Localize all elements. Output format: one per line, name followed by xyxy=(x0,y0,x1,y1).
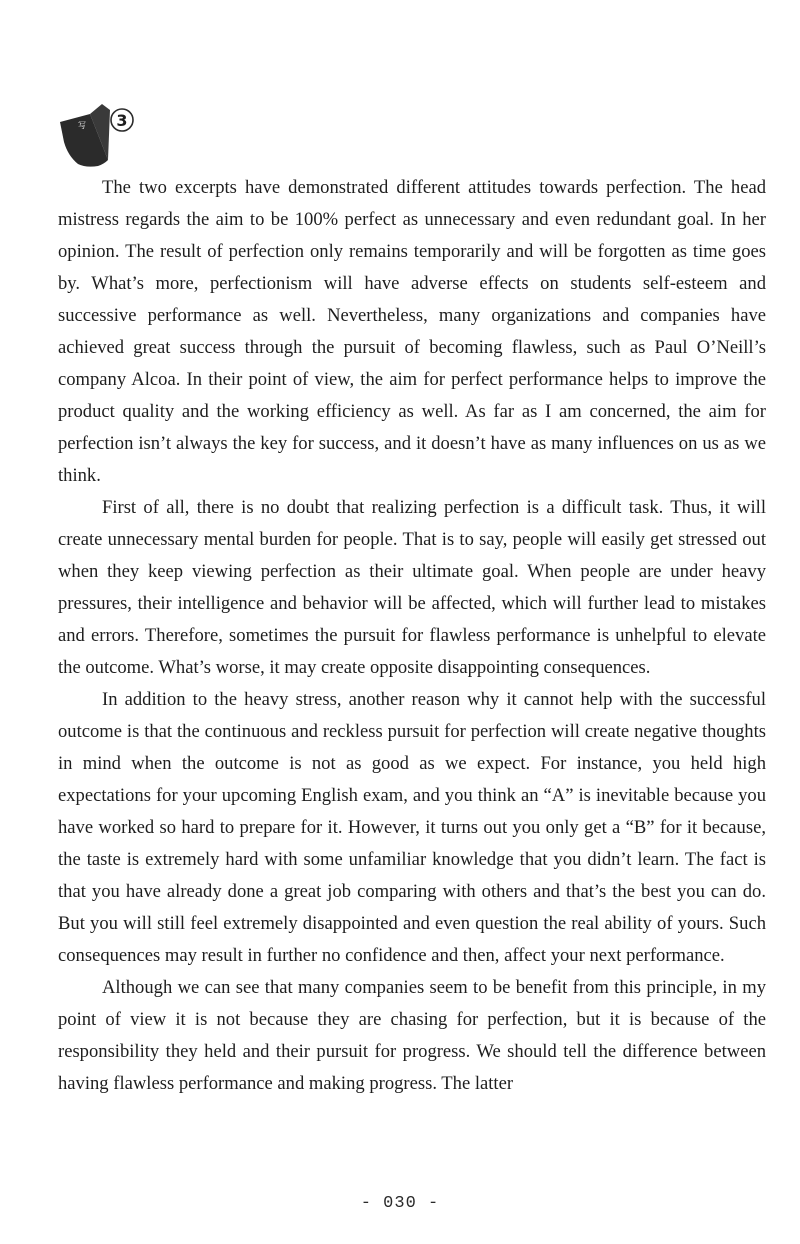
paragraph-2: First of all, there is no doubt that realizing perfection is a difficult task. Thus, it will create unnecessary mental burden for people. That is to say, people will easily get stressed out when they keep viewing perfection as their ultimate goal. When people are under heavy pressures, their intelligence and behavior will be affected, which will further lead to mistakes and errors. Therefore, sometimes the pursuit for flawless performance is unhelpful to elevate the outcome. What’s worse, it may create opposite disappointing consequences. xyxy=(58,497,766,678)
paragraph-3: In addition to the heavy stress, another reason why it cannot help with the successful outcome is that the continuous and reckless pursuit for perfection will create negative thoughts in mind when the outcome is not as good as we expect. For instance, you held high expectations for your upcoming English exam, and you think an “A” is inevitable because you have worked so hard to prepare for it. However, it turns out you only get a “B” for it because, the taste is extremely hard with some unfamiliar knowledge that you didn’t learn. The fact is that you have already done a great job comparing with others and that’s the best you can do. But you will still feel extremely disappointed and even question the real ability of yours. Such consequences may result in further no confidence and then, affect your next performance. xyxy=(58,689,766,966)
page-number: - 030 - xyxy=(360,1194,440,1213)
section-number: 3 xyxy=(116,111,128,130)
paragraph-1: The two excerpts have demonstrated different attitudes towards perfection. The head mistress regards the aim to be 100% perfect as unnecessary and even redundant goal. In her opinion. The result of perfection only remains temporarily and will be forgotten as time goes by. What’s more, perfectionism will have adverse effects on students self-esteem and successive performance as well. Nevertheless, many organizations and companies have achieved great success through the pursuit of becoming flawless, such as Paul O’Neill’s company Alcoa. In their point of view, the aim for perfect performance helps to improve the product quality and the working efficiency as well. As far as I am concerned, the aim for perfection isn’t always the key for success, and it doesn’t have as many influences on us as we think. xyxy=(58,177,766,486)
paragraph-4: Although we can see that many companies seem to be benefit from this principle, in my point of view it is not because they are chasing for perfection, but it is because of the responsibility they held and their pursuit for progress. We should tell the difference between having flawless performance and making progress. The latter xyxy=(58,977,766,1094)
svg-text:写: 写 xyxy=(78,121,86,130)
section-number-badge xyxy=(60,100,150,170)
essay-body xyxy=(58,172,766,1100)
